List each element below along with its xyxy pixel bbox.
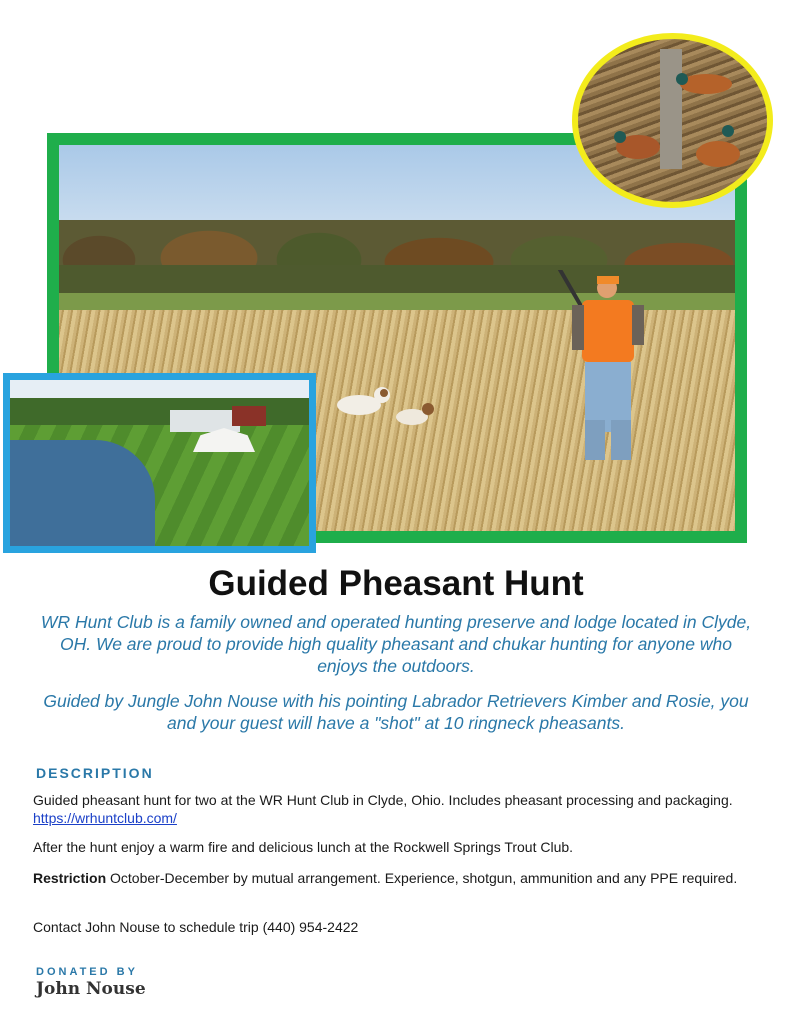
pointing-dogs-figure [324,375,444,435]
intro-paragraph-2: Guided by Jungle John Nouse with his pointing Labrador Retrievers Kimber and Rosie, you and your guest will have a "shot" at 10 ringneck pheasants. [43,691,749,733]
contact-paragraph: Contact John Nouse to schedule trip (440) 954-2422 [33,919,359,935]
restriction-paragraph [33,869,743,887]
pheasants-figure [578,39,767,202]
restriction-label: Restriction [33,870,107,886]
website-link[interactable]: https://wrhuntclub.com/ [33,810,177,826]
restriction-text: October-December by mutual arrangement. Experience, shotgun, ammunition and any PPE required. [110,870,738,886]
donor-name: John Nouse [36,979,146,999]
page-title: Guided Pheasant Hunt [208,564,584,603]
description-paragraph [33,791,743,827]
pheasant-circle-photo [572,33,773,208]
lodge-photo [3,373,316,553]
description-text: Guided pheasant hunt for two at the WR Hunt Club in Clyde, Ohio. Includes pheasant processing and packaging. [33,792,733,808]
intro-paragraph-1: WR Hunt Club is a family owned and operated hunting preserve and lodge located in Clyde, OH. We are proud to provide high quality pheasant and chukar hunting for anyone who enjoys the outdoors. [40,612,752,676]
pond [3,440,155,553]
red-barn [232,406,266,426]
hunter-figure [557,270,647,470]
lodge-building [170,410,240,432]
donated-by-label: DONATED BY [36,966,138,978]
description-label: DESCRIPTION [36,765,154,781]
lunch-paragraph: After the hunt enjoy a warm fire and delicious lunch at the Rockwell Springs Trout Club. [33,839,574,855]
